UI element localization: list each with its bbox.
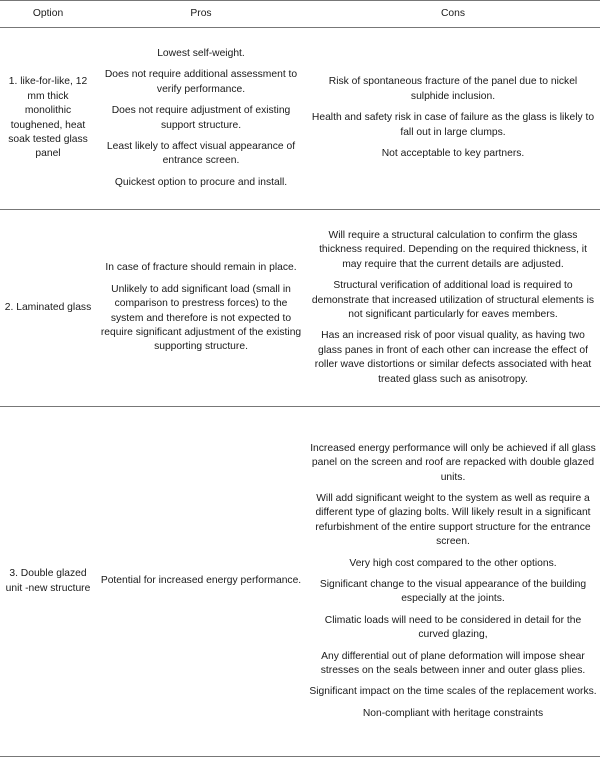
pros-cell xyxy=(96,28,306,210)
con-item: Health and safety risk in case of failure as the glass is likely to fall out in large clumps. xyxy=(311,112,595,138)
con-item: Significant change to the visual appearance of the building especially at the joints. xyxy=(319,579,587,605)
con-item: Structural verification of additional load is required to demonstrate that increased utilization of structural elements is not significant particularly for eaves members. xyxy=(311,280,595,320)
option-cell: 2. Laminated glass xyxy=(0,210,96,407)
con-item: Very high cost compared to the other options. xyxy=(349,557,557,569)
pro-item: Potential for increased energy performance. xyxy=(100,575,302,587)
pro-item: Least likely to affect visual appearance of entrance screen. xyxy=(106,140,296,167)
cons-cell xyxy=(306,407,600,757)
con-item: Not acceptable to key partners. xyxy=(381,148,525,160)
option-cell: 1. like-for-like, 12 mm thick monolithic toughened, heat soak tested glass panel xyxy=(0,28,96,210)
con-item: Significant impact on the time scales of the replacement works. xyxy=(309,686,597,698)
cons-cell xyxy=(306,210,600,407)
con-item: Any differential out of plane deformation will impose shear stresses on the seals between inner and outer glass plies. xyxy=(320,650,586,677)
pro-item: Unlikely to add significant load (small in comparison to prestress forces) to the system and therefore is not expected to require significant adjustment of the existing supporting structure. xyxy=(100,283,302,353)
con-item: Climatic loads will need to be considered in detail for the curved glazing, xyxy=(324,614,582,641)
table-row-option-2 xyxy=(0,210,600,407)
pro-item: Does not require additional assessment to verify performance. xyxy=(104,69,298,95)
con-item: Non-compliant with heritage constraints xyxy=(362,707,544,719)
table-body xyxy=(0,28,600,757)
pros-cell xyxy=(96,210,306,407)
con-item: Risk of spontaneous fracture of the panel due to nickel sulphide inclusion. xyxy=(328,76,578,102)
header-row xyxy=(0,1,600,28)
con-item: Will require a structural calculation to confirm the glass thickness required. Depending on the required thickness, it may require that the current details are adjusted. xyxy=(319,229,587,270)
pro-item: Does not require adjustment of existing support structure. xyxy=(111,105,291,131)
pro-item: Quickest option to procure and install. xyxy=(114,176,288,188)
option-cell: 3. Double glazed unit -new structure xyxy=(0,407,96,757)
pros-cell xyxy=(96,407,306,757)
header-pros: Pros xyxy=(96,1,306,28)
con-item: Has an increased risk of poor visual quality, as having two glass panes in front of each other can increase the effect of roller wave distortions or similar defects associated with heat treated glass such as anisotropy. xyxy=(314,330,592,385)
con-item: Increased energy performance will only be achieved if all glass panel on the screen and roof are repacked with double glazed units. xyxy=(310,442,596,483)
header-cons: Cons xyxy=(306,1,600,28)
pro-item: Lowest self-weight. xyxy=(157,47,245,59)
cons-cell xyxy=(306,28,600,210)
con-item: Will add significant weight to the system as well as require a different type of glazing bolts. Will likely result in a significant refurbishment of the entire support structure for the entrance screen. xyxy=(315,492,591,548)
pro-item: In case of fracture should remain in place. xyxy=(105,262,297,274)
table-row-option-3 xyxy=(0,407,600,757)
table-header xyxy=(0,1,600,28)
table-row-option-1 xyxy=(0,28,600,210)
header-option: Option xyxy=(0,1,96,28)
